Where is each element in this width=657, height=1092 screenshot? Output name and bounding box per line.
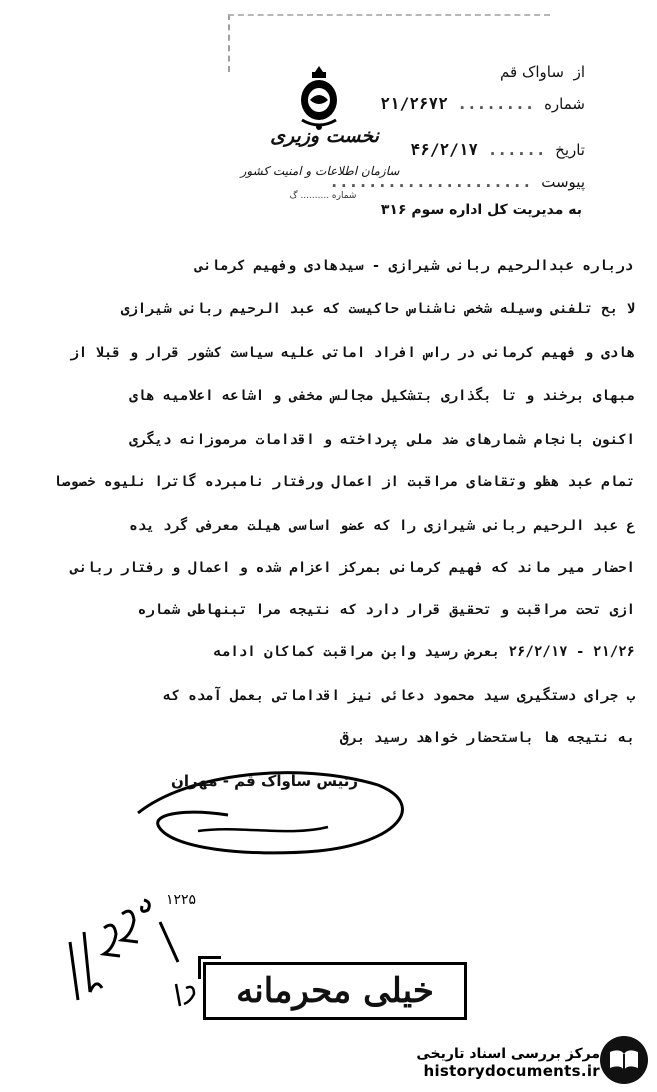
body-line: تمام عبد هظو وتقاضای مراقبت از اعمال ورفتار نامبرده گاترا نلیوه خصوصا [53,474,635,490]
body-line: ۲۱/۲۶ - ۲۶/۲/۱۷ بعرض رسید وابن مراقبت کماکان ادامه [213,644,635,660]
subject-line: درباره عبدالرحیم ربانی شیرازی - سیدهادی وفهیم کرمانی [194,258,633,274]
body-line: احضار میر ماند که فهیم کرمانی بمرکز اعزام شده و اعمال و رفتار ربانی [70,560,635,576]
watermark-text-en: historydocuments.ir [423,1062,600,1080]
signature-caption: رئیس ساواک قم - مهران [171,772,358,790]
attachment-label: پیوست [541,173,585,191]
from-label: از [573,63,585,81]
date-row: تاریخ ...... ۴۶/۲/۱۷ [410,140,585,159]
number-value: ۲۱/۲۶۷۲ [380,94,448,113]
number-row: شماره ........ ۲۱/۲۶۷۲ [380,94,585,113]
classification-label: خیلی محرمانه [236,971,434,1011]
watermark-text-fa: مرکز بررسی اسناد تاریخی [416,1046,600,1062]
handwritten-number-icon [60,892,197,1007]
recipient-line: به مدیریت کل اداره سوم ۳۱۶ [380,202,582,218]
body-line: هادی و فهیم کرمانی در راس افراد اماتی علیه سیاست کشور قرار و قبلا از [70,345,635,361]
from-value: ساواک قم [500,63,564,81]
book-logo-icon [598,1034,650,1086]
body-line: ع عبد الرحیم ربانی شیرازی را که عضو اساسی هیلت معرفی گرد یده [129,518,635,534]
body-line: اکنون بانجام شمارهای ضد ملی پرداخته و اقدامات مرموزانه دیگری [129,432,635,448]
org-subtitle: سازمان اطلاعات و امنیت کشور [240,164,400,178]
date-value: ۴۶/۲/۱۷ [410,140,479,159]
from-row [500,62,585,81]
lion-and-sun-emblem-icon [296,64,342,132]
body-line: ب جرای دستگیری سید محمود دعائی نیز اقداماتی بعمل آمده که [162,688,635,704]
body-line: به نتیجه ها باستحضار خواهد رسید برق [339,730,635,746]
org-title: نخست وزیری [270,125,379,147]
handwritten-mark-icon [172,980,202,1010]
classification-stamp [203,962,467,1020]
body-line: مبهای برخند و تا بگذاری بتشکیل مجالس مخفی و اشاعه اعلامیه های [129,388,635,404]
number-label: شماره [544,95,585,113]
body-line: ازی تحت مراقبت و تحقیق قرار دارد که نتیجه مرا تبنهاطی شماره [137,602,635,618]
org-small-number: شماره .......... گ [289,191,357,201]
date-label: تاریخ [555,141,585,159]
attachment-row: پیوست ..................... [329,172,585,191]
handwritten-number-text: ۱۲۲۵ [166,892,197,908]
body-line: لا بح تلفنی وسیله شخص ناشناس حاکیست که عبد الرحیم ربانی شیرازی [120,301,635,317]
